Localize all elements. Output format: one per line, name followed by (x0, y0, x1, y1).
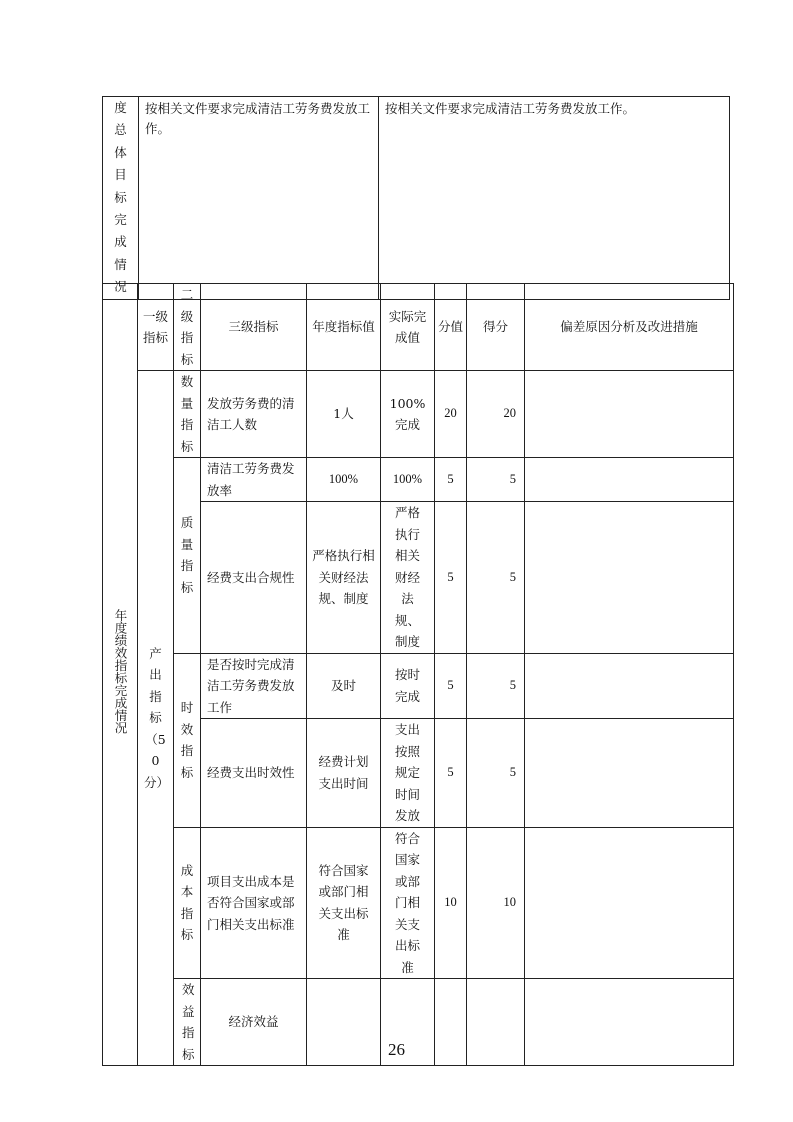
row4-score: 5 (467, 653, 525, 719)
row3-score: 5 (467, 502, 525, 654)
row4-actual: 按时完成 (381, 653, 435, 719)
row1-value: 20 (435, 371, 467, 458)
row6-analysis (525, 827, 734, 979)
performance-indicator-table (102, 283, 734, 1066)
group-quantity: 数量指标 (174, 371, 201, 458)
header-level1: 一级指标 (138, 284, 174, 371)
overall-goal-side-text: 度总体目标完成情况 (114, 100, 127, 295)
row5-target: 经费计划支出时间 (307, 719, 381, 828)
header-actual-value: 实际完成值 (381, 284, 435, 371)
row5-level3: 经费支出时效性 (201, 719, 307, 828)
header-level3: 三级指标 (201, 284, 307, 371)
row5-score: 5 (467, 719, 525, 828)
row3-target: 严格执行相关财经法规、制度 (307, 502, 381, 654)
table-row (103, 371, 734, 458)
row1-score: 20 (467, 371, 525, 458)
header-score-value: 分值 (435, 284, 467, 371)
row2-score: 5 (467, 458, 525, 502)
table-row (103, 827, 734, 979)
row3-level3: 经费支出合规性 (201, 502, 307, 654)
row5-actual: 支出按照规定时间发放 (381, 719, 435, 828)
row2-value: 5 (435, 458, 467, 502)
level1-output-cell (138, 371, 174, 1066)
planned-goal-text: 按相关文件要求完成清洁工劳务费发放工作。 (139, 97, 379, 300)
table-header-row (103, 284, 734, 371)
row3-actual: 严格执行相关财经法规、制度 (381, 502, 435, 654)
row3-analysis (525, 502, 734, 654)
group-timeliness: 时效指标 (174, 653, 201, 827)
header-annual-target: 年度指标值 (307, 284, 381, 371)
page-number: 26 (388, 1040, 405, 1059)
group-cost: 成本指标 (174, 827, 201, 979)
header-analysis: 偏差原因分析及改进措施 (525, 284, 734, 371)
overall-goal-table (102, 96, 730, 300)
group-quality: 质量指标 (174, 458, 201, 654)
group-economic: 经济效益 (201, 979, 307, 1066)
table-row (103, 458, 734, 502)
header-level2: 二级指标 (174, 284, 201, 371)
row1-level3: 发放劳务费的清洁工人数 (201, 371, 307, 458)
row1-actual: 100%完成 (381, 371, 435, 458)
annual-indicators-side-label (103, 284, 138, 1066)
level1-benefit: 效益指标 (174, 979, 201, 1066)
row2-level3: 清洁工劳务费发放率 (201, 458, 307, 502)
level1-output-text: 产出指标（50分） (144, 645, 170, 790)
row6-value: 10 (435, 827, 467, 979)
table-row (103, 653, 734, 719)
row6-target: 符合国家或部门相关支出标准 (307, 827, 381, 979)
row4-level3: 是否按时完成清洁工劳务费发放工作 (201, 653, 307, 719)
row4-target: 及时 (307, 653, 381, 719)
row6-score: 10 (467, 827, 525, 979)
actual-goal-text: 按相关文件要求完成清洁工劳务费发放工作。 (379, 97, 730, 300)
row3-value: 5 (435, 502, 467, 654)
row2-target: 100% (307, 458, 381, 502)
header-score: 得分 (467, 284, 525, 371)
row2-analysis (525, 458, 734, 502)
row2-actual: 100% (381, 458, 435, 502)
overall-goal-side-label (103, 97, 139, 300)
annual-indicators-side-text: 年度绩效指标完成情况 (113, 608, 128, 734)
row6-level3: 项目支出成本是否符合国家或部门相关支出标准 (201, 827, 307, 979)
row4-value: 5 (435, 653, 467, 719)
row4-analysis (525, 653, 734, 719)
row1-analysis (525, 371, 734, 458)
row5-analysis (525, 719, 734, 828)
row6-actual: 符合国家或部门相关支出标准 (381, 827, 435, 979)
row1-target: 1人 (307, 371, 381, 458)
row5-value: 5 (435, 719, 467, 828)
